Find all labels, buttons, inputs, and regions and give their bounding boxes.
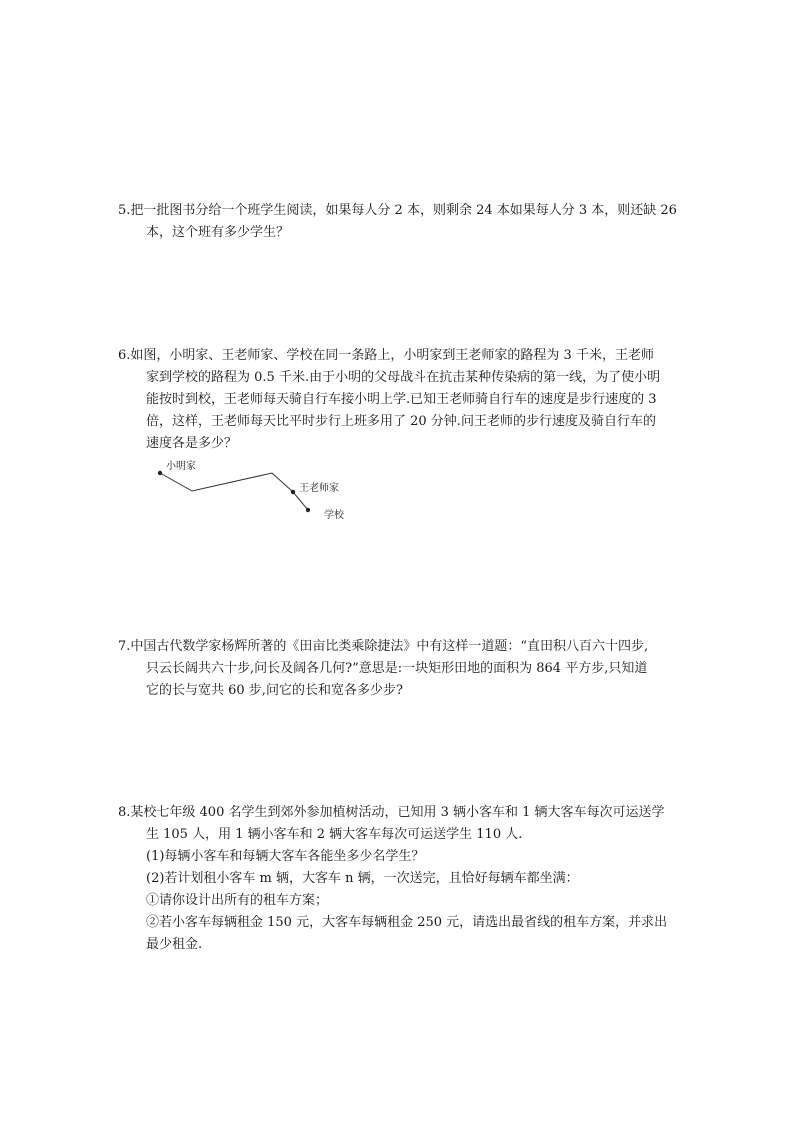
problem-5	[118, 200, 698, 244]
problem-line: 它的长与宽共 60 步,问它的长和宽各多少步?	[146, 683, 403, 698]
sub-question-1: (1)每辆小客车和每辆大客车各能坐多少名学生？	[146, 849, 425, 864]
xiaoming-home-label: 小明家	[166, 461, 196, 472]
problem-line: 6.如图，小明家、王老师家、学校在同一条路上，小明家到王老师家的路程为 3 千米，王老师	[118, 348, 654, 363]
xiaoming-home-point	[158, 471, 162, 475]
sub-question-2b: ②若小客车每辆租金 150 元，大客车每辆租金 250 元，请选出最省线的租车方案，并求出	[146, 915, 668, 930]
problem-8	[118, 802, 698, 956]
problem-line: 家到学校的路程为 0.5 千米.由于小明的父母战斗在抗击某种传染病的第一线，为了使小明	[146, 370, 661, 385]
problem-line: 只云长阔共六十步,问长及阔各几何?”意思是:一块矩形田地的面积为 864 平方步,只知道	[146, 661, 648, 676]
route-diagram	[150, 455, 370, 530]
problem-line: 本，这个班有多少学生？	[146, 225, 290, 240]
problem-6	[118, 345, 698, 455]
problem-line: 能按时到校，王老师每天骑自行车接小明上学.已知王老师骑自行车的速度是步行速度的 3	[146, 392, 657, 407]
problem-line: 生 105 人，用 1 辆小客车和 2 辆大客车每次可运送学生 110 人.	[146, 827, 523, 842]
problem-line: 8.某校七年级 400 名学生到郊外参加植树活动，已知用 3 辆小客车和 1 辆大客车每次可运送学	[118, 805, 665, 820]
teacher-home-label: 王老师家	[299, 483, 339, 494]
problem-line: 最少租金.	[146, 937, 203, 952]
sub-question-2: (2)若计划租小客车 m 辆，大客车 n 辆，一次送完，且恰好每辆车都坐满：	[146, 871, 579, 886]
route-path	[160, 473, 308, 510]
school-point	[306, 508, 310, 512]
school-label: 学校	[324, 510, 344, 521]
sub-question-2a: ①请你设计出所有的租车方案；	[146, 893, 329, 908]
teacher-home-point	[291, 490, 295, 494]
problem-line: 倍，这样，王老师每天比平时步行上班多用了 20 分钟.问王老师的步行速度及骑自行车的	[146, 414, 656, 429]
problem-line: 5.把一批图书分给一个班学生阅读，如果每人分 2 本，则剩余 24 本如果每人分 3 本，则还缺 26	[118, 203, 677, 218]
problem-line: 7.中国古代数学家杨辉所著的《田亩比类乘除捷法》中有这样一道题：“直田积八百六十四步,	[118, 639, 649, 654]
problem-line: 速度各是多少？	[146, 436, 238, 451]
problem-7	[118, 636, 698, 702]
